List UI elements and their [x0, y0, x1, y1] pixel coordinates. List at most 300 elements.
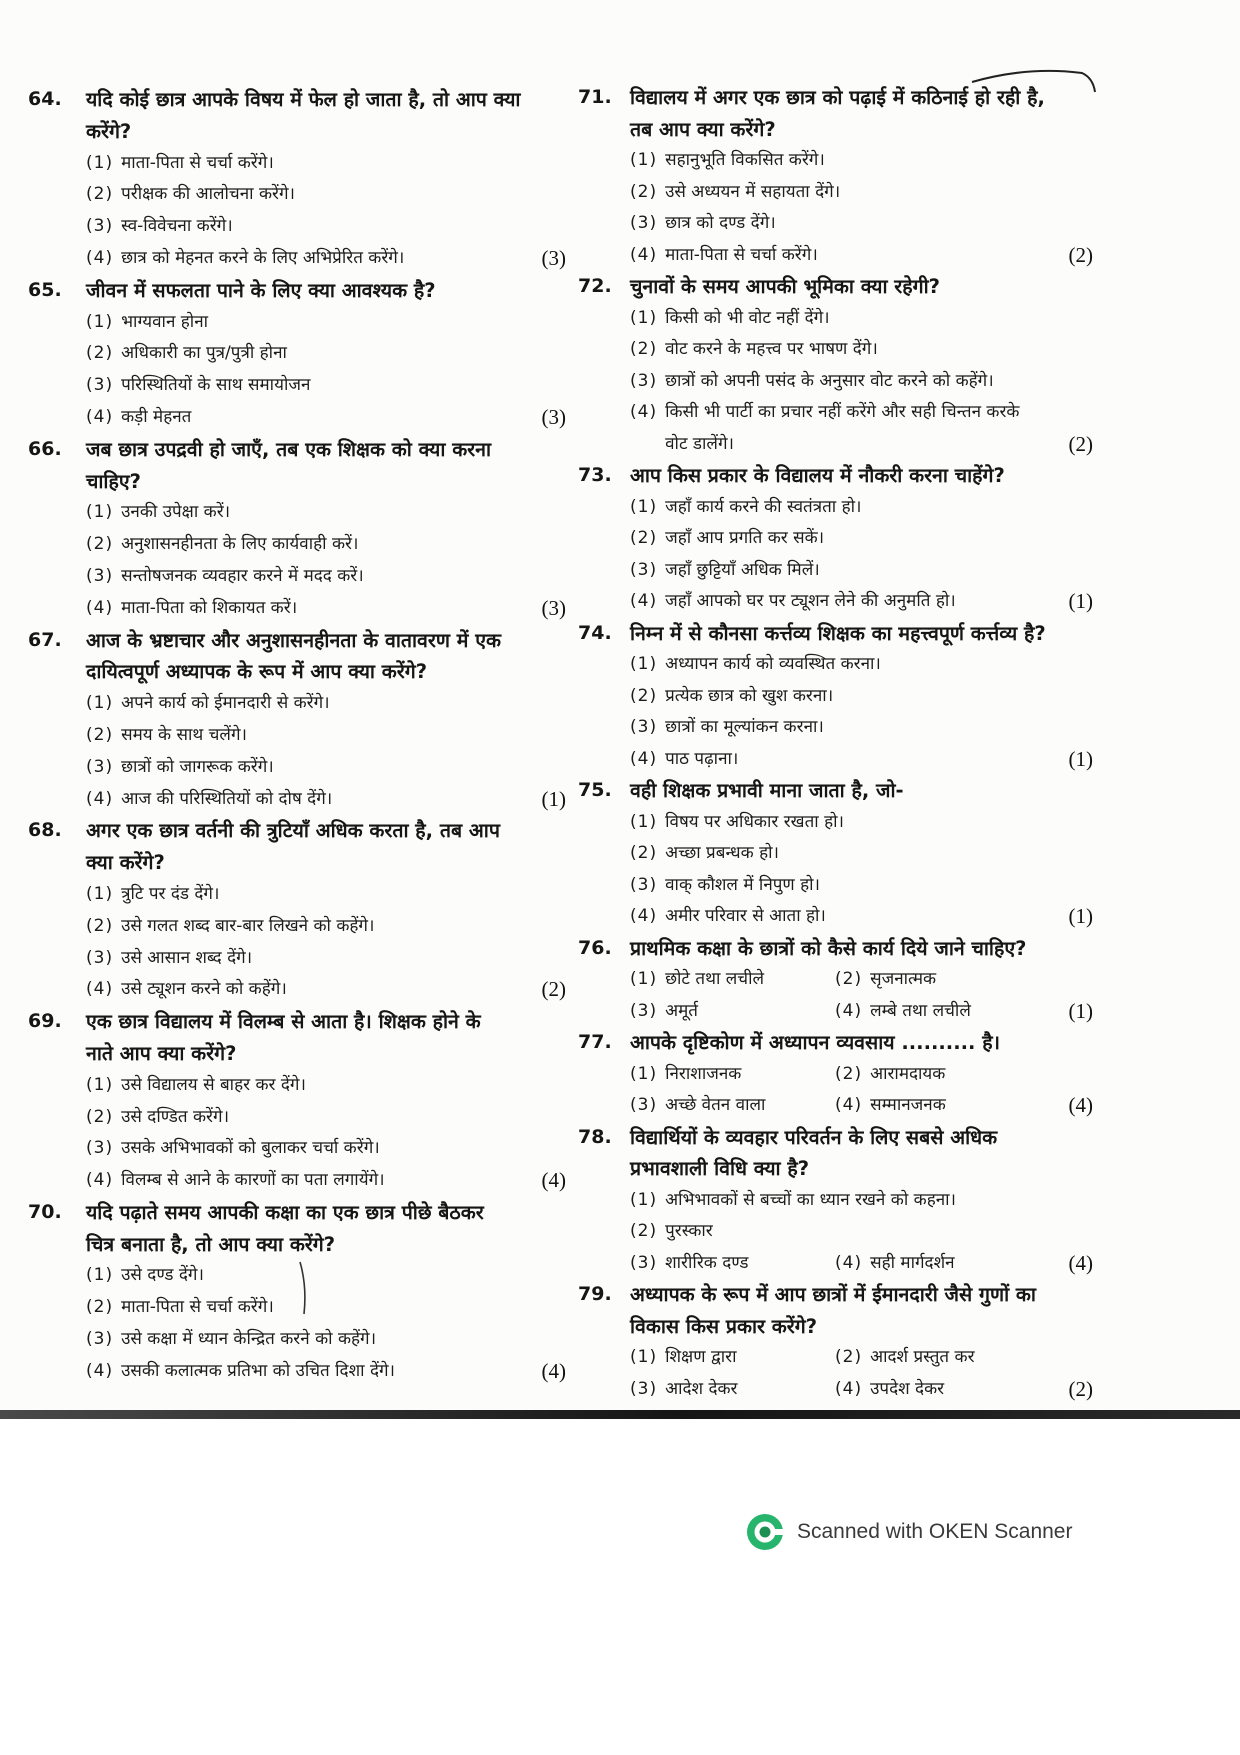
option-text — [665, 1374, 737, 1406]
option-number: (4) — [86, 1360, 114, 1381]
question-text-line: करेंगे? — [86, 119, 132, 143]
question-text-line: निम्न में से कौनसा कर्त्तव्य शिक्षक का महत्त्वपूर्ण कर्त्तव्य है? — [630, 621, 1046, 645]
option-text-line: अभिभावकों से बच्चों का ध्यान रखने को कहना। — [665, 1189, 956, 1210]
answer-key: (1) — [1068, 904, 1093, 928]
option-row — [578, 901, 1093, 933]
option-text-line: माता-पिता से चर्चा करेंगे। — [121, 1297, 274, 1318]
answer-key: (1) — [1068, 746, 1093, 771]
option-number: (4) — [630, 244, 658, 265]
option-text — [665, 492, 861, 524]
question-text — [630, 460, 1005, 492]
option — [630, 303, 830, 335]
option-row — [578, 397, 1093, 460]
option — [835, 1059, 945, 1091]
option-text-line: पुरस्कार — [665, 1221, 713, 1241]
option-number: (4) — [86, 788, 114, 809]
option-text — [665, 681, 833, 713]
option-number: (3) — [630, 213, 658, 233]
option — [630, 1185, 956, 1217]
option-text — [121, 497, 230, 529]
option — [86, 974, 287, 1006]
question-text-line: चुनावों के समय आपकी भूमिका क्या रहेगी? — [630, 275, 940, 298]
option — [835, 1374, 944, 1406]
option-text — [665, 334, 878, 366]
option — [86, 1102, 229, 1134]
option-text-line: उसे अध्ययन में सहायता देंगे। — [665, 181, 841, 202]
option-text-line: परीक्षक की आलोचना करेंगे। — [121, 184, 295, 205]
option-number: (1) — [630, 307, 658, 328]
option-text-line: माता-पिता को शिकायत करें। — [121, 597, 298, 618]
option-number: (4) — [630, 748, 658, 769]
option-row — [28, 1165, 566, 1197]
option — [630, 681, 833, 713]
option-number: (1) — [630, 1063, 658, 1084]
option-text-line: आरामदायक — [870, 1063, 946, 1084]
option — [630, 240, 818, 272]
option-number: (1) — [630, 969, 658, 989]
option-number: (1) — [630, 1189, 658, 1210]
option-text — [121, 943, 252, 975]
question-text-line: विकास किस प्रकार करेंगे? — [630, 1314, 818, 1338]
option-row — [28, 911, 566, 943]
question-text-line: वही शिक्षक प्रभावी माना जाता है, जो- — [630, 779, 904, 802]
option-text — [665, 1248, 748, 1280]
option-text — [121, 338, 287, 370]
option-number: (3) — [86, 1138, 114, 1159]
option — [86, 911, 374, 943]
option-row — [28, 1356, 566, 1388]
option-text-line: छोटे तथा लचीले — [665, 969, 764, 989]
question-header — [28, 1006, 566, 1070]
option — [86, 1356, 395, 1388]
option-text — [121, 1260, 204, 1292]
question-header — [578, 82, 1093, 145]
option-text-line: जहाँ आप प्रगति कर सकें। — [665, 528, 825, 548]
question-header — [28, 1197, 566, 1261]
question-text — [86, 434, 491, 498]
option-number: (1) — [630, 654, 658, 674]
option-row — [578, 1216, 1093, 1248]
option-text-line: आदर्श प्रस्तुत कर — [870, 1347, 975, 1367]
option-row — [578, 649, 1093, 681]
option — [835, 996, 971, 1028]
left-column — [28, 84, 566, 1388]
question-number: 73. — [578, 464, 612, 486]
option — [630, 744, 738, 776]
option-row — [578, 870, 1093, 902]
option — [630, 1374, 835, 1406]
option-text-line: अमीर परिवार से आता हो। — [665, 906, 826, 926]
option-row — [578, 1059, 1093, 1091]
option-row — [28, 370, 566, 402]
question-text-line: जब छात्र उपद्रवी हो जाएँ, तब एक शिक्षक को क्या करना — [86, 437, 492, 461]
option-text — [665, 712, 824, 744]
option — [86, 243, 404, 275]
option-row — [28, 974, 566, 1006]
option-number: (4) — [86, 406, 114, 427]
question-header — [28, 275, 566, 307]
option-row — [578, 1374, 1093, 1406]
option-row — [28, 1070, 566, 1102]
option-text — [870, 1342, 974, 1374]
option-row — [28, 879, 566, 911]
option-text-line: परिस्थितियों के साथ समायोजन — [121, 375, 311, 396]
option — [630, 996, 835, 1028]
option-row — [28, 497, 566, 529]
option-row — [578, 681, 1093, 713]
question-text-line: आज के भ्रष्टाचार और अनुशासनहीनता के वातावरण में एक — [86, 628, 501, 652]
option-row — [578, 240, 1093, 272]
answer-key: (4) — [541, 1358, 566, 1383]
option-row — [28, 179, 566, 211]
option — [630, 334, 878, 366]
option-text-line: अच्छा प्रबन्धक हो। — [665, 843, 779, 863]
option — [86, 338, 287, 370]
option-text-line: अध्यापन कार्य को व्यवस्थित करना। — [665, 654, 881, 674]
option-text — [665, 303, 830, 335]
option-number: (4) — [630, 906, 658, 926]
question-text — [630, 1027, 1000, 1059]
option-text-line: सही मार्गदर्शन — [870, 1252, 955, 1273]
option-text — [121, 752, 274, 784]
option-text-line: लम्बे तथा लचीले — [870, 1000, 971, 1021]
option-text — [121, 370, 310, 402]
question-75 — [578, 775, 1093, 933]
question-text — [630, 933, 1026, 965]
option — [86, 1070, 306, 1102]
option-text — [665, 744, 738, 776]
option-number: (3) — [630, 370, 658, 391]
option-text-line: भाग्यवान होना — [121, 311, 209, 332]
question-text-line: दायित्वपूर्ण अध्यापक के रूप में आप क्या करेंगे? — [86, 660, 428, 684]
option-text-line: उसे दण्ड देंगे। — [121, 1265, 204, 1286]
option-row — [578, 523, 1093, 555]
question-text-line: तब आप क्या करेंगे? — [630, 117, 776, 141]
option — [835, 964, 936, 996]
option-text — [665, 964, 764, 996]
option-text-line: प्रत्येक छात्र को खुश करना। — [665, 685, 834, 706]
question-text-line: आप किस प्रकार के विद्यालय में नौकरी करना चाहेंगे? — [630, 464, 1005, 487]
option — [630, 208, 776, 240]
answer-key: (1) — [1068, 589, 1093, 613]
option-text-line: कड़ी मेहनत — [121, 406, 192, 427]
option-text — [665, 901, 826, 933]
option-text-line: छात्रों को अपनी पसंद के अनुसार वोट करने को कहेंगे। — [665, 370, 994, 391]
option — [86, 752, 274, 784]
option-text — [665, 1059, 741, 1091]
option-row — [578, 145, 1093, 177]
question-header — [578, 933, 1093, 965]
question-text — [630, 271, 940, 303]
option-row — [578, 1090, 1093, 1122]
option-text — [870, 1059, 945, 1091]
option-number: (2) — [630, 1221, 658, 1241]
answer-key: (3) — [541, 245, 566, 270]
answer-key: (1) — [541, 786, 566, 811]
option-text — [665, 555, 820, 587]
option — [630, 649, 881, 681]
question-text-line: अगर एक छात्र वर्तनी की त्रुटियाँ अधिक करता है, तब आप — [86, 819, 500, 843]
question-text — [86, 1006, 481, 1070]
option-number: (3) — [630, 1000, 658, 1021]
option-text — [121, 243, 404, 275]
option-row — [28, 593, 566, 625]
question-text-line: यदि पढ़ाते समय आपकी कक्षा का एक छात्र पीछे बैठकर — [86, 1200, 484, 1224]
option-number: (4) — [835, 1378, 863, 1399]
option-text-line: स्व-विवेचना करेंगे। — [121, 216, 233, 237]
option — [630, 964, 835, 996]
option-number: (2) — [86, 343, 114, 364]
question-text — [86, 625, 501, 689]
option-row — [578, 208, 1093, 240]
option-number: (2) — [86, 1106, 114, 1127]
option-number: (1) — [86, 1074, 114, 1095]
option — [630, 712, 824, 744]
question-number: 65. — [28, 278, 62, 301]
option — [86, 1133, 380, 1165]
option-row — [578, 303, 1093, 335]
question-text-line: प्रभावशाली विधि क्या है? — [630, 1157, 810, 1180]
option-number: (1) — [86, 311, 114, 332]
option-row — [28, 720, 566, 752]
option-text — [665, 523, 824, 555]
option-number: (3) — [630, 1378, 658, 1399]
option-row — [28, 402, 566, 434]
question-text — [86, 84, 520, 148]
option-number: (2) — [630, 339, 658, 359]
question-header — [578, 460, 1093, 492]
option-text-line: उसे आसान शब्द देंगे। — [121, 947, 253, 968]
option-text — [870, 1374, 944, 1406]
option-row — [28, 338, 566, 370]
answer-key: (4) — [541, 1168, 566, 1193]
option-number: (4) — [86, 979, 114, 1000]
option-text-line: उसे ट्यूशन करने को कहेंगे। — [121, 979, 287, 1000]
option-text-line: उसकी कलात्मक प्रतिभा को उचित दिशा देंगे। — [121, 1360, 395, 1381]
question-header — [28, 434, 566, 498]
option — [86, 148, 274, 180]
option-text-line: आज की परिस्थितियों को दोष देंगे। — [121, 788, 333, 809]
option-row — [578, 807, 1093, 839]
option-text-line: जहाँ छुट्टियाँ अधिक मिलें। — [665, 559, 820, 580]
option-text-line: जहाँ आपको घर पर ट्यूशन लेने की अनुमति हो। — [665, 591, 956, 611]
option-number: (2) — [630, 685, 658, 706]
option-number: (1) — [86, 152, 114, 173]
option-text-line: उसे कक्षा में ध्यान केन्द्रित करने को कहेंगे। — [121, 1329, 377, 1350]
option-number: (3) — [86, 375, 114, 396]
option — [86, 1260, 204, 1292]
option — [630, 901, 826, 933]
option-row — [28, 561, 566, 593]
option-row — [578, 492, 1093, 524]
question-text-line: नाते आप क्या करेंगे? — [86, 1041, 237, 1065]
option-text — [665, 870, 820, 902]
option — [630, 555, 820, 587]
option — [630, 1059, 835, 1091]
option-number: (4) — [630, 402, 658, 422]
question-number: 72. — [578, 275, 612, 297]
question-text-line: विद्यालय में अगर एक छात्र को पढ़ाई में कठिनाई हो रही है, — [630, 86, 1045, 109]
option-text-line: त्रुटि पर दंड देंगे। — [121, 883, 220, 904]
option-text-line: विलम्ब से आने के कारणों का पता लगायेंगे। — [121, 1170, 385, 1191]
option-row — [578, 555, 1093, 587]
question-header — [578, 1122, 1093, 1185]
option — [630, 1216, 713, 1248]
option — [630, 807, 844, 839]
option-text-line: अच्छे वेतन वाला — [665, 1095, 766, 1115]
option-row — [28, 1102, 566, 1134]
answer-key: (2) — [1068, 242, 1093, 267]
option — [86, 402, 191, 434]
option-row — [578, 334, 1093, 366]
option-number: (2) — [86, 915, 114, 936]
question-66 — [28, 434, 566, 625]
option-text-line: जहाँ कार्य करने की स्वतंत्रता हो। — [665, 496, 862, 517]
question-number: 69. — [28, 1010, 62, 1033]
option-number: (2) — [835, 969, 863, 989]
option-text — [665, 996, 698, 1028]
option — [86, 1292, 274, 1324]
option-row — [28, 1292, 566, 1324]
option-text — [121, 911, 374, 943]
option-text — [665, 1342, 736, 1374]
option — [630, 1090, 835, 1122]
option-text — [121, 402, 191, 434]
question-text-line: क्या करेंगे? — [86, 851, 165, 875]
option-number: (2) — [86, 1297, 114, 1318]
option-text — [121, 561, 364, 593]
option-text — [665, 807, 844, 839]
option-text-line: छात्रों को जागरूक करेंगे। — [121, 756, 274, 777]
option-number: (1) — [86, 502, 114, 523]
option-text — [121, 148, 274, 180]
option-text-line: वाक् कौशल में निपुण हो। — [665, 874, 820, 895]
option-text — [870, 1090, 946, 1122]
option-text-line: उसे विद्यालय से बाहर कर देंगे। — [121, 1074, 306, 1095]
option-text-line: किसी भी पार्टी का प्रचार नहीं करेंगे और सही चिन्तन करके — [665, 402, 1020, 422]
option-text — [121, 1356, 395, 1388]
answer-key: (3) — [541, 404, 566, 429]
option-row — [578, 1342, 1093, 1374]
question-74 — [578, 618, 1093, 776]
option-text — [870, 996, 971, 1028]
option — [630, 586, 956, 618]
option-text-line: वोट करने के महत्त्व पर भाषण देंगे। — [665, 339, 878, 359]
option-text — [665, 1216, 713, 1248]
option-text-line: किसी को भी वोट नहीं देंगे। — [665, 307, 830, 328]
answer-key: (4) — [1068, 1093, 1093, 1117]
question-number: 74. — [578, 621, 612, 644]
option — [630, 838, 779, 870]
answer-key: (4) — [1068, 1250, 1093, 1275]
option-row — [28, 1133, 566, 1165]
question-text-line: चाहिए? — [86, 469, 141, 493]
option-number: (3) — [630, 717, 658, 737]
question-number: 78. — [578, 1125, 612, 1148]
question-number: 66. — [28, 437, 62, 460]
option-text — [121, 688, 330, 720]
option-text-line: समय के साथ चलेंगे। — [121, 724, 247, 745]
option-number: (3) — [630, 1252, 658, 1273]
oken-scanner-logo-icon — [746, 1513, 784, 1551]
option-text — [665, 1090, 765, 1122]
answer-key: (2) — [1068, 431, 1093, 456]
option-text-line: सम्मानजनक — [870, 1095, 946, 1115]
option-text — [121, 179, 295, 211]
option — [86, 561, 364, 593]
question-text-line: यदि कोई छात्र आपके विषय में फेल हो जाता है, तो आप क्या — [86, 88, 521, 111]
option-number: (3) — [86, 1329, 114, 1350]
question-79 — [578, 1279, 1093, 1405]
option-row — [578, 586, 1093, 618]
option-text-line: माता-पिता से चर्चा करेंगे। — [665, 244, 818, 265]
option-number: (2) — [86, 534, 114, 555]
question-text-line: विद्यार्थियों के व्यवहार परिवर्तन के लिए सबसे अधिक — [630, 1125, 998, 1149]
option-number: (4) — [835, 1095, 863, 1115]
option-text — [121, 307, 208, 339]
question-77 — [578, 1027, 1093, 1122]
option-text — [665, 1185, 956, 1217]
option-number: (1) — [630, 150, 658, 170]
option-number: (1) — [630, 496, 658, 517]
question-number: 76. — [578, 936, 612, 959]
option-number: (3) — [86, 216, 114, 237]
option-row — [28, 148, 566, 180]
option-number: (2) — [630, 843, 658, 863]
question-header — [28, 625, 566, 689]
option-number: (4) — [86, 1170, 114, 1191]
question-header — [578, 1027, 1093, 1059]
option-row — [28, 243, 566, 275]
option-text-line: विषय पर अधिकार रखता हो। — [665, 811, 844, 832]
question-text-line: चित्र बनाता है, तो आप क्या करेंगे? — [86, 1232, 336, 1256]
option-row — [28, 307, 566, 339]
question-header — [578, 618, 1093, 650]
question-header — [578, 775, 1093, 807]
option-text-line: उसे दण्डित करेंगे। — [121, 1106, 230, 1127]
question-72 — [578, 271, 1093, 460]
answer-key: (1) — [1068, 998, 1093, 1023]
option-text — [121, 1102, 229, 1134]
option — [835, 1342, 975, 1374]
option-number: (3) — [630, 1095, 658, 1115]
question-header — [28, 84, 566, 148]
question-70 — [28, 1197, 566, 1388]
answer-key: (3) — [541, 595, 566, 620]
option-text — [665, 649, 881, 681]
option-number: (2) — [630, 528, 658, 548]
option-text — [665, 177, 840, 209]
option-row — [578, 1248, 1093, 1280]
option-row — [578, 712, 1093, 744]
option-text — [121, 529, 358, 561]
question-number: 71. — [578, 86, 612, 108]
option-text-line: उनकी उपेक्षा करें। — [121, 502, 231, 523]
option — [630, 523, 824, 555]
option-text-line: आदेश देकर — [665, 1378, 738, 1399]
option-text-line: उपदेश देकर — [870, 1378, 945, 1399]
option — [835, 1090, 946, 1122]
question-header — [578, 1279, 1093, 1342]
question-text-line: एक छात्र विद्यालय में विलम्ब से आता है। शिक्षक होने के — [86, 1010, 481, 1034]
option-row — [28, 784, 566, 816]
option-text — [665, 208, 776, 240]
question-67 — [28, 625, 566, 816]
option — [630, 145, 825, 177]
option-number: (4) — [835, 1000, 863, 1021]
option-number: (2) — [835, 1063, 863, 1084]
question-text — [630, 618, 1046, 650]
